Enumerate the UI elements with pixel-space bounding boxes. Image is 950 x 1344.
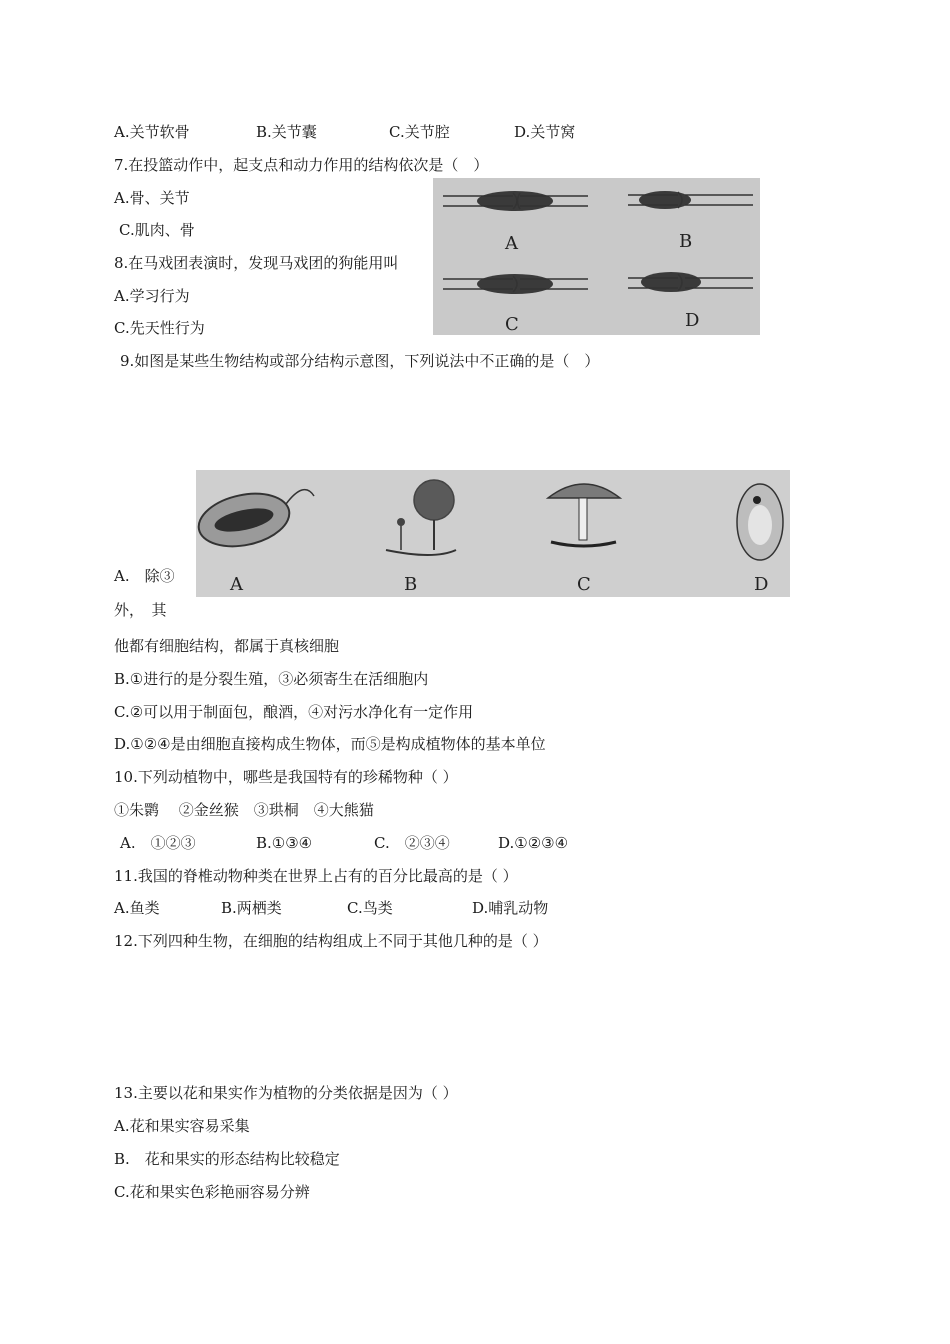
joint-figure (433, 178, 760, 335)
q9-option-a-part1: A. 除③ (114, 567, 175, 585)
joint-label-d: D (685, 310, 700, 331)
organism-figure (196, 470, 790, 597)
q11-option-b: B.两栖类 (221, 899, 282, 917)
q9-option-a-part2: 外， 其 (114, 601, 167, 619)
q6-option-d: D.关节窝 (514, 123, 576, 141)
joint-label-a: A (505, 233, 518, 254)
organism-label-a: A (230, 574, 243, 595)
q10-option-c: C. ②③④ (374, 834, 450, 852)
q13-option-c: C.花和果实色彩艳丽容易分辨 (114, 1183, 310, 1201)
joint-diagram-b (628, 191, 753, 209)
q7-stem: 7.在投篮动作中，起支点和动力作用的结构依次是（ ） (114, 156, 489, 174)
q13-option-a: A.花和果实容易采集 (114, 1117, 250, 1135)
q7-option-a: A.骨、关节 (114, 189, 190, 207)
q6-option-b: B.关节囊 (256, 123, 317, 141)
q13-stem: 13.主要以花和果实作为植物的分类依据是因为（ ） (114, 1084, 458, 1102)
q11-option-a: A.鱼类 (114, 899, 160, 917)
joint-label-b: B (679, 231, 693, 252)
joint-diagrams (433, 178, 760, 335)
joint-label-c: C (505, 314, 519, 335)
organism-label-c: C (577, 574, 591, 595)
q9-option-c: C.②可以用于制面包，酿酒，④对污水净化有一定作用 (114, 703, 474, 721)
joint-diagram-a (443, 191, 588, 211)
q9-stem: 9.如图是某些生物结构或部分结构示意图，下列说法中不正确的是（ ） (120, 352, 600, 370)
q13-option-b: B. 花和果实的形态结构比较稳定 (114, 1150, 340, 1168)
q9-option-d: D.①②④是由细胞直接构成生物体，而⑤是构成植物体的基本单位 (114, 735, 546, 753)
joint-diagram-d (628, 272, 753, 292)
q8-option-a: A.学习行为 (114, 287, 190, 305)
q10-stem: 10.下列动植物中，哪些是我国特有的珍稀物种（ ） (114, 768, 458, 786)
organism-diagrams (196, 470, 790, 597)
q10-option-a: A. ①②③ (120, 834, 196, 852)
q10-items: ①朱鹮 ②金丝猴 ③珙桐 ④大熊猫 (114, 801, 374, 819)
mushroom-diagram (548, 484, 620, 546)
joint-diagram-c (443, 274, 588, 294)
q8-stem: 8.在马戏团表演时，发现马戏团的狗能用叫 (114, 254, 399, 272)
q9-option-a-part3: 他都有细胞结构，都属于真核细胞 (114, 637, 340, 655)
q12-stem: 12.下列四种生物，在细胞的结构组成上不同于其他几种的是（ ） (114, 932, 548, 950)
bacterium-diagram (196, 486, 314, 554)
q10-option-d: D.①②③④ (498, 834, 569, 852)
organism-label-b: B (404, 574, 418, 595)
q11-option-c: C.鸟类 (347, 899, 393, 917)
q8-option-c: C.先天性行为 (114, 319, 205, 337)
q6-option-a: A.关节软骨 (114, 123, 190, 141)
q10-option-b: B.①③④ (256, 834, 313, 852)
organism-label-d: D (754, 574, 769, 595)
mold-diagram (386, 480, 456, 555)
yeast-cell-diagram (737, 484, 783, 560)
q6-option-c: C.关节腔 (389, 123, 450, 141)
q9-option-b: B.①进行的是分裂生殖，③必须寄生在活细胞内 (114, 670, 429, 688)
q11-option-d: D.哺乳动物 (472, 899, 549, 917)
q11-stem: 11.我国的脊椎动物种类在世界上占有的百分比最高的是（ ） (114, 867, 518, 885)
q7-option-c: C.肌肉、骨 (119, 221, 195, 239)
